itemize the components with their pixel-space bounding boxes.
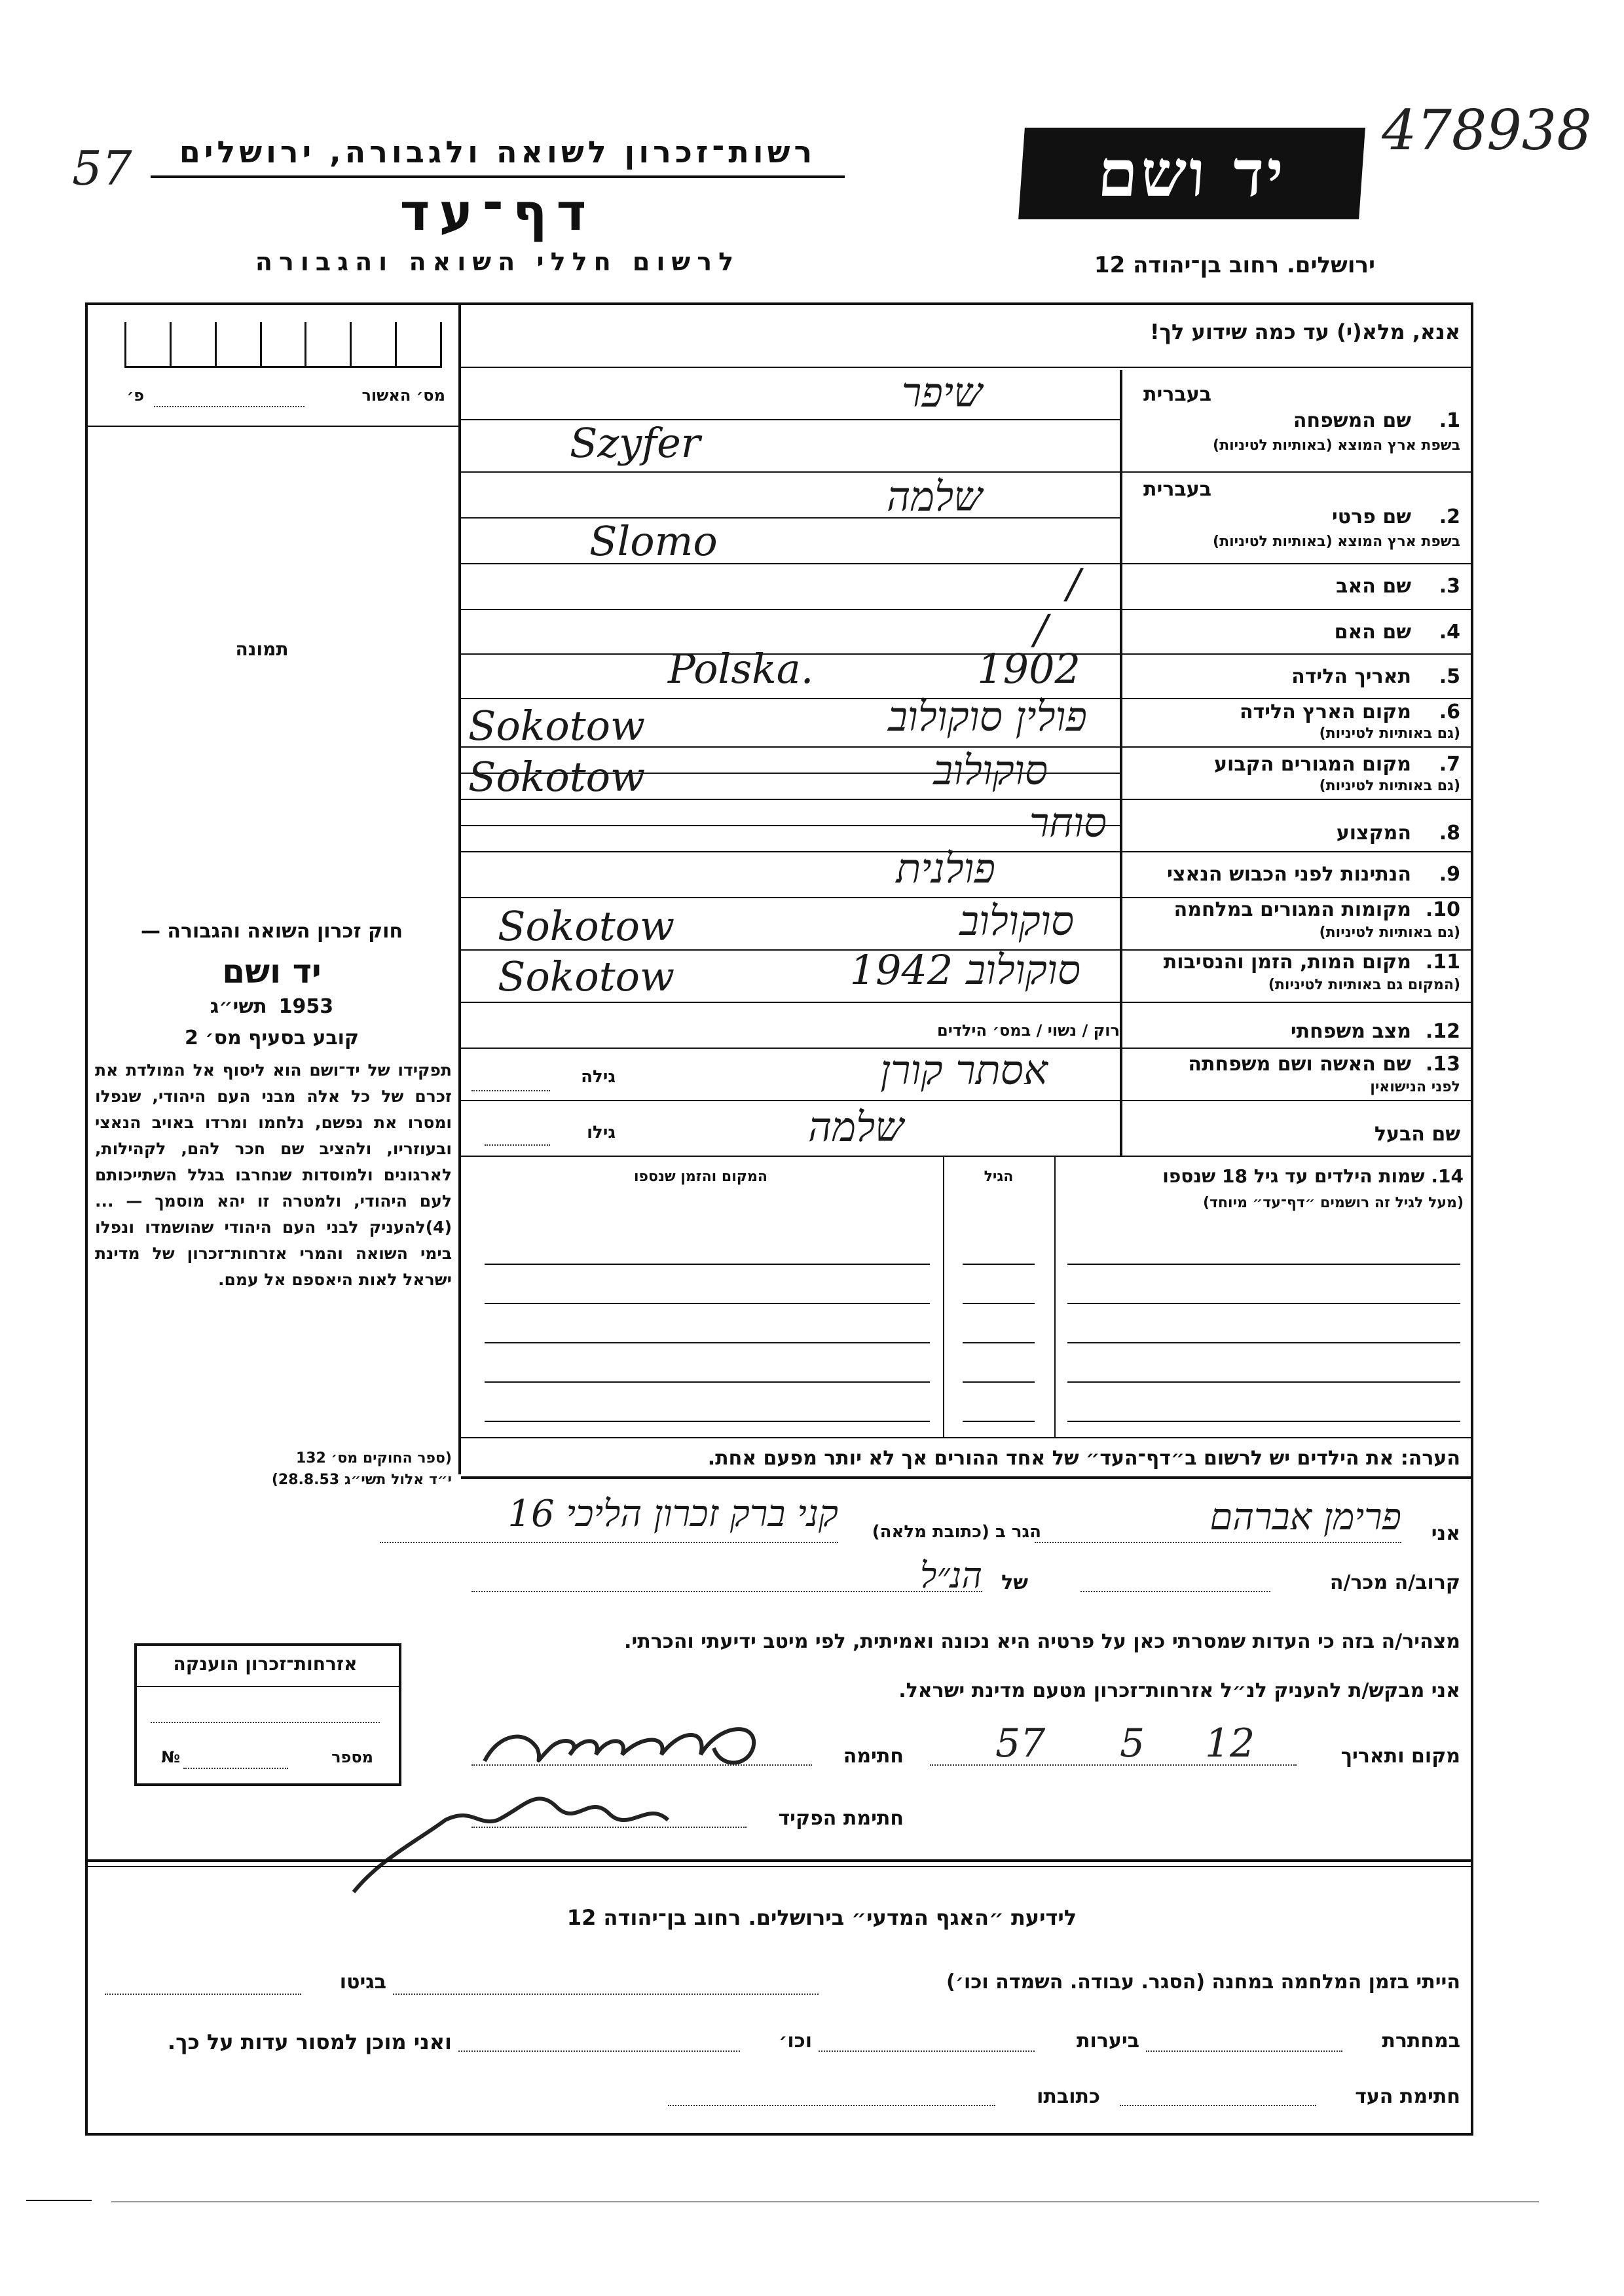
footer-line2-a: במחתרת: [1382, 2030, 1460, 2052]
field-2-sub: בשפת ארץ המוצא (באותיות לטיניות): [1213, 534, 1460, 550]
field-9-number: 9.: [1439, 863, 1460, 886]
field-7-latin-value: Sokotow: [468, 753, 646, 801]
field-12-label: מצב משפחתי: [1290, 1020, 1411, 1043]
law-year-heb: תשי״ג: [210, 995, 267, 1018]
official-signature-label: חתימת הפקיד: [778, 1807, 904, 1830]
declaration-ani: אני: [1431, 1522, 1460, 1545]
field-6-sub: (גם באותיות לטיניות): [1319, 725, 1460, 742]
field-13-label: שם האשה ושם משפחתה: [1188, 1053, 1411, 1076]
field-5-label: תאריך הלידה: [1291, 665, 1411, 688]
approval-label: מס׳ האשור: [361, 386, 445, 405]
of-label: של: [1001, 1571, 1028, 1594]
logo-text: יד ושם: [1095, 136, 1289, 211]
field-1-in-hebrew: בעברית: [1143, 383, 1211, 406]
law-ref2: י״ד אלול תשי״ג 28.8.53): [271, 1472, 452, 1488]
field-13-age-label: גילה: [581, 1067, 616, 1087]
field-2-hebrew-value: שלמה: [887, 473, 982, 520]
yad-vashem-logo: [1018, 128, 1365, 219]
law-heading: חוק זכרון השואה והגבורה —: [140, 920, 403, 943]
field-10-value: סוקולוב: [959, 897, 1074, 945]
field-2-in-hebrew: בעברית: [1143, 478, 1211, 501]
statement-2: אני מבקש/ת להעניק לנ״ל אזרחות־זכרון מטעם מדינת ישראל.: [898, 1679, 1460, 1702]
field-8-value: סוחר: [1029, 799, 1107, 847]
field-2-label: שם פרטי: [1331, 505, 1411, 528]
signature-label: חתימה: [843, 1745, 904, 1768]
footer-line1-end: בגיטו: [339, 1971, 386, 1994]
field-4-label: שם האם: [1334, 621, 1411, 644]
field-11-label: מקום המות, הזמן והנסיבות: [1163, 951, 1411, 974]
footer-line2-end: ואני מוכן למסור עדות על כך.: [167, 2030, 452, 2054]
footer-line2-c: וכו׳: [779, 2030, 812, 2052]
archive-number: 478938: [1382, 98, 1592, 162]
field-6-label: מקום הארץ הלידה: [1239, 701, 1411, 723]
field-12-number: 12.: [1425, 1020, 1460, 1043]
field-1-number: 1.: [1439, 409, 1460, 432]
husband-value: שלמה: [808, 1103, 904, 1151]
relation-value: הנ״ל: [920, 1555, 982, 1596]
org-address: ירושלים. רחוב בן־יהודה 12: [1094, 252, 1375, 278]
law-section: קובע בסעיף מס׳ 2: [184, 1027, 360, 1049]
field-10-label: מקומות המגורים במלחמה: [1173, 898, 1411, 921]
form-instruction: אנא, מלא(י) עד כמה שידוע לך!: [1149, 319, 1460, 344]
field-8-number: 8.: [1439, 822, 1460, 845]
field-6-value: פולין סוקולוב: [887, 693, 1087, 740]
approval-suffix: פ׳: [126, 386, 144, 405]
memorial-number-suffix: №: [161, 1748, 180, 1766]
field-4-number: 4.: [1439, 621, 1460, 644]
field-1-sub: בשפת ארץ המוצא (באותיות לטיניות): [1213, 437, 1460, 454]
field-7-number: 7.: [1439, 753, 1460, 776]
field-3-label: שם האב: [1336, 575, 1411, 598]
field-3-value: /: [1067, 560, 1080, 608]
field-3-number: 3.: [1439, 575, 1460, 598]
form-title: דף־עד: [399, 183, 596, 242]
field-1-latin-value: Szyfer: [570, 419, 701, 467]
field-2-latin-value: Slomo: [589, 517, 718, 565]
field-9-value: פולנית: [896, 845, 995, 892]
footer-line1: הייתי בזמן המלחמה במחנה (הסגר. עבודה. השמדה וכו׳): [946, 1971, 1460, 1994]
field-13-sub: לפני הנישואין: [1370, 1079, 1460, 1095]
approval-number-boxes: [124, 322, 442, 368]
field-10-number: 10.: [1425, 898, 1460, 921]
declarant-address: קני ברק זכרון הליכי 16: [507, 1493, 838, 1535]
photo-label: תמונה: [235, 638, 289, 660]
footer-line3-a: חתימת העד: [1355, 2085, 1460, 2108]
field-2-number: 2.: [1439, 505, 1460, 528]
form-subtitle: לרשום חללי השואה והגבורה: [255, 247, 741, 276]
field-10-sub: (גם באותיות לטיניות): [1319, 924, 1460, 941]
memorial-number-label: מספר: [331, 1748, 373, 1766]
field-4-value: /: [1034, 606, 1048, 653]
law-year: 1953: [278, 995, 334, 1018]
husband-label: שם הבעל: [1374, 1123, 1460, 1146]
footer-line2-b: ביערות: [1077, 2030, 1139, 2052]
field-6-number: 6.: [1439, 701, 1460, 723]
field-9-label: הנתינות לפני הכבוש הנאצי: [1167, 863, 1411, 886]
field-8-label: המקצוע: [1336, 822, 1411, 845]
field-11-number: 11.: [1425, 951, 1460, 974]
date-month: 5: [1120, 1721, 1145, 1766]
field-12-options: רוק / נשוי / במס׳ הילדים: [937, 1021, 1120, 1040]
field-13-number: 13.: [1425, 1053, 1460, 1076]
memorial-box-title: אזרחות־זכרון הוענקה: [173, 1653, 358, 1675]
lives-in-label: הגר ב (כתובת מלאה): [872, 1522, 1041, 1542]
children-col-age: הגיל: [984, 1169, 1014, 1185]
field-7-value: סוקולוב: [933, 746, 1048, 794]
field-11-value: סוקולוב 1942: [849, 946, 1080, 994]
official-signature: [341, 1781, 747, 1899]
field-7-label: מקום המגורים הקבוע: [1214, 753, 1411, 776]
field-1-label: שם המשפחה: [1293, 409, 1411, 432]
field-11-latin-value: Sokotow: [498, 953, 675, 1000]
law-name: יד ושם: [222, 953, 322, 991]
relative-label: קרוב/ה מכר/ה: [1329, 1571, 1460, 1594]
org-name: רשות־זכרון לשואה ולגבורה, ירושלים: [179, 134, 817, 170]
children-note: הערה: את הילדים יש לרשום ב״דף־העד״ של אחד ההורים אך לא יותר מפעם אחת.: [707, 1447, 1460, 1470]
field-7-sub: (גם באותיות לטיניות): [1319, 778, 1460, 794]
date-day: 12: [1205, 1721, 1255, 1766]
date-year: 57: [995, 1721, 1046, 1766]
field-10-latin-value: Sokotow: [498, 902, 675, 950]
field-5-number: 5.: [1439, 665, 1460, 688]
field-5-country-value: Polska.: [668, 645, 814, 693]
field-11-sub: (המקום גם באותיות לטיניות): [1268, 977, 1460, 993]
children-col-place: המקום והזמן שנספו: [634, 1169, 767, 1185]
husband-age-label: גילו: [587, 1123, 616, 1142]
footer-info: לידיעת ״האגף המדעי״ בירושלים. רחוב בן־יהודה 12: [566, 1905, 1077, 1930]
declarant-name: פרימן אברהם: [1209, 1496, 1401, 1539]
place-date-label: מקום ותאריך: [1340, 1745, 1460, 1768]
children-sub: (מעל לגיל זה רושמים ״דף־עד״ מיוחד): [1202, 1195, 1464, 1211]
field-6-latin-value: Sokotow: [468, 702, 646, 750]
declarant-signature: [471, 1709, 812, 1781]
field-1-hebrew-value: שיפר: [901, 369, 982, 416]
field-13-value: אסתר קורן: [880, 1046, 1048, 1094]
statement-1: מצהיר/ה בזה כי העדות שמסרתי כאן על פרטיה היא נכונה ואמיתית, לפי מיטב ידיעתי והכרתי.: [624, 1630, 1460, 1653]
children-label: 14. שמות הילדים עד גיל 18 שנספו: [1162, 1165, 1464, 1187]
folio-number: 57: [72, 141, 132, 196]
law-ref: (ספר החוקים מס׳ 132: [295, 1450, 452, 1467]
law-text: תפקידו של יד־ושם הוא ליסוף אל המולדת את זכרם של כל אלה מבני העם היהודי, שנפלו ומסרו את נפשם, נלחמו ומרדו באויב הנאצי ובעוזריו, ולהציב שם חכר להם, לקהילות, לארגונים ולמוסדות שנחרבו בגלל השתייכותם לעם היהודי, ולמטרה זו יהא מוסמך — ...(4)להעניק לבני העם היהודי שהושמדו ונפלו בימי השואה והמרי אזרחות־זכרון של מדינת ישראל לאות היאספם אל עמם.: [95, 1061, 452, 1289]
footer-line3-b: כתובתו: [1037, 2085, 1100, 2108]
field-5-value: 1902: [977, 645, 1080, 693]
